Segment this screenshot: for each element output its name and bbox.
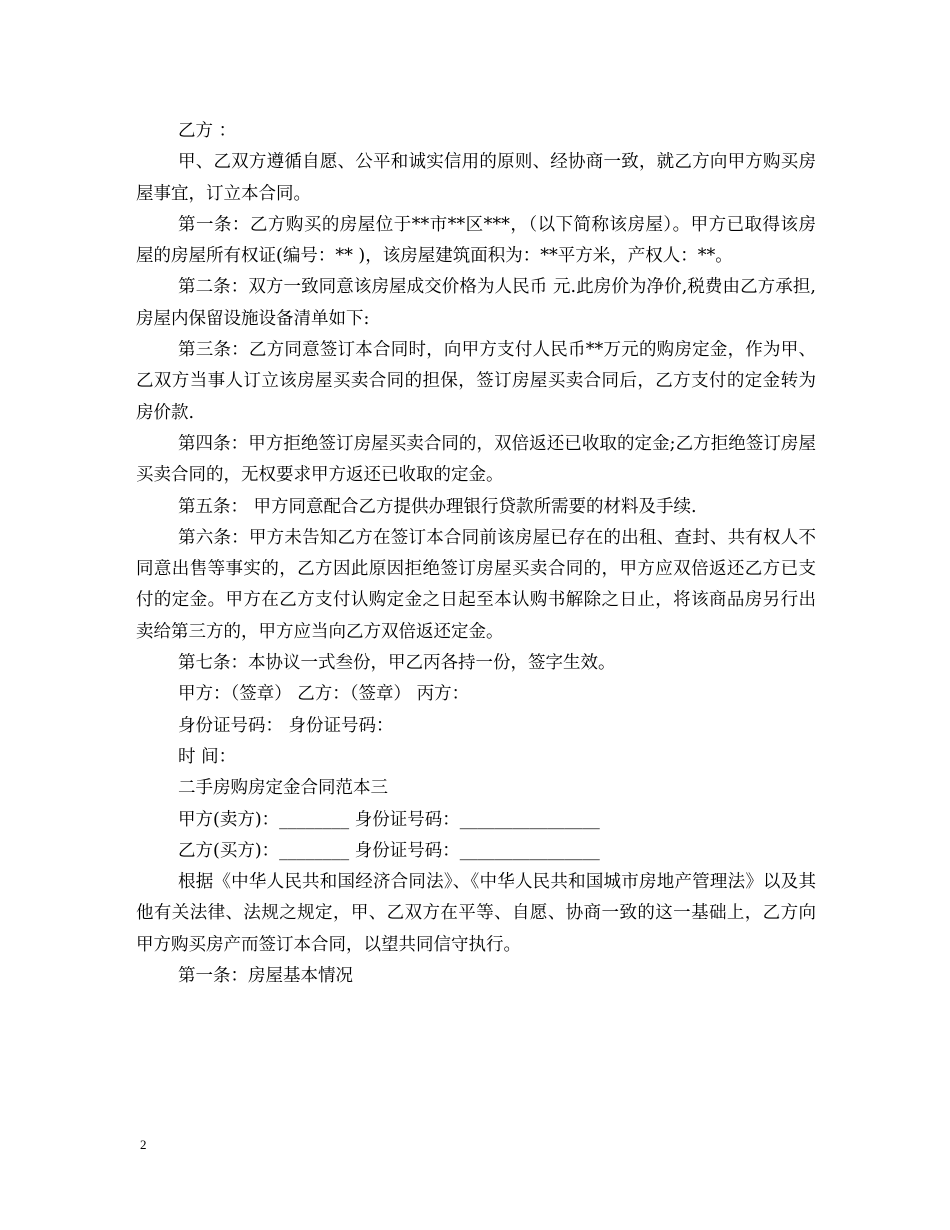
- article-6-paragraph: 第六条：甲方未告知乙方在签订本合同前该房屋已存在的出租、查封、共有权人不同意出售等事实的，乙方因此原因拒绝签订房屋买卖合同的，甲方应双倍返还乙方已支付的定金。甲方在乙方支付认购定金之日起至本认购书解除之日止，将该商品房另行出卖给第三方的，甲方应当向乙方双倍返还定金。: [136, 527, 816, 642]
- signature-line: 甲方：（签章） 乙方：（签章） 丙方：: [178, 684, 470, 705]
- document-body: [136, 116, 816, 992]
- article-7-paragraph: 第七条：本协议一式叁份，甲乙丙各持一份，签字生效。: [178, 653, 616, 674]
- legal-basis-paragraph: 根据《中华人民共和国经济合同法》、《中华人民共和国城市房地产管理法》以及其他有关法律、法规之规定，甲、乙双方在平等、自愿、协商一致的这一基础上，乙方向甲方购买房产而签订本合同，以望共同信守执行。: [136, 872, 816, 955]
- article-1-heading: 第一条：房屋基本情况: [178, 966, 353, 987]
- id-number-line: 身份证号码： 身份证号码：: [178, 715, 394, 736]
- section-title: 二手房购房定金合同范本三: [178, 778, 388, 799]
- party-b-line: 乙方 ：: [178, 121, 237, 141]
- article-3-paragraph: 第三条：乙方同意签订本合同时，向甲方支付人民币**万元的购房定金，作为甲、乙双方当事人订立该房屋买卖合同的担保，签订房屋买卖合同后，乙方支付的定金转为房价款.: [136, 340, 816, 423]
- date-line: 时 间：: [178, 746, 237, 767]
- preamble-paragraph: 甲、乙双方遵循自愿、公平和诚实信用的原则、经协商一致，就乙方向甲方购买房屋事宜，订立本合同。: [136, 152, 816, 204]
- article-2-paragraph: 第二条：双方一致同意该房屋成交价格为人民币 元.此房价为净价,税费由乙方承担,房屋内保留设施设备清单如下:: [136, 277, 816, 329]
- article-1-paragraph: 第一条：乙方购买的房屋位于**市**区***，（以下简称该房屋）。甲方已取得该房屋的房屋所有权证(编号：** )，该房屋建筑面积为：**平方米，产权人：**。: [136, 214, 816, 267]
- party-a-seller-line: 甲方(卖方)：________ 身份证号码：________________: [178, 809, 600, 830]
- party-b-buyer-line: 乙方(买方)：________ 身份证号码：________________: [178, 840, 600, 861]
- article-4-paragraph: 第四条：甲方拒绝签订房屋买卖合同的，双倍返还已收取的定金;乙方拒绝签订房屋买卖合同的，无权要求甲方返还已收取的定金。: [136, 433, 816, 486]
- page-number: 2: [140, 1137, 147, 1152]
- article-5-paragraph: 第五条： 甲方同意配合乙方提供办理银行贷款所需要的材料及手续.: [178, 496, 697, 517]
